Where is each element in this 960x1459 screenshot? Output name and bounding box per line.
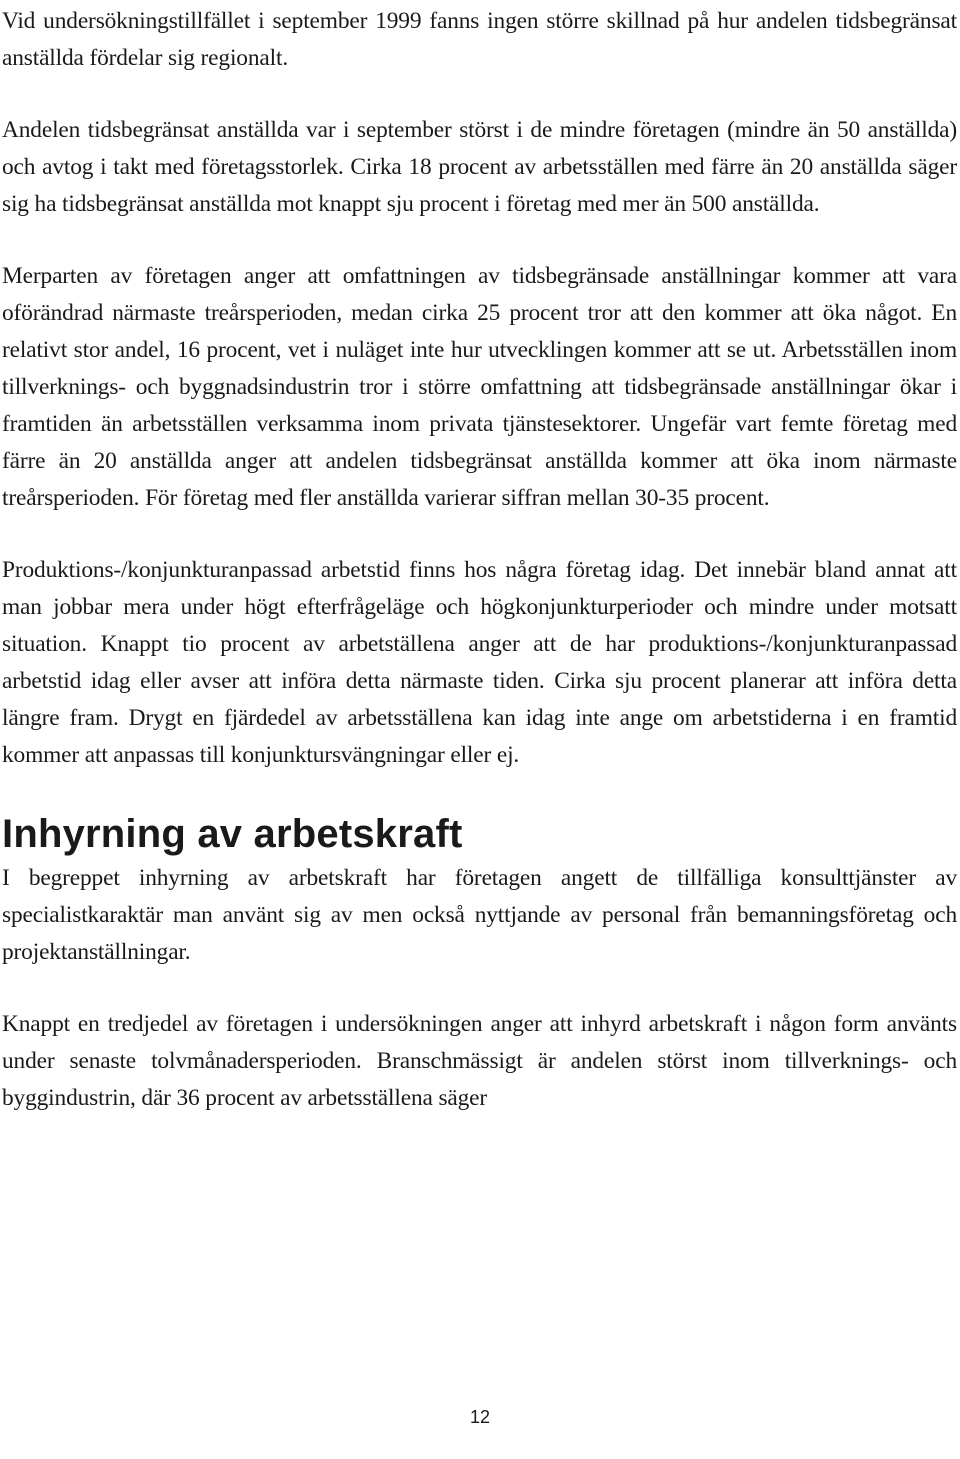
page-number: 12 <box>469 1407 491 1427</box>
section-heading: Inhyrning av arbetskraft <box>2 812 463 856</box>
paragraph-hired-labour-share: Knappt en tredjedel av företagen i undersökningen anger att inhyrd arbetskraft i någon form använts under senaste tolvmånadersperioden. Branschmässigt är andelen störst inom tillverknings- och byggindustrin, där 36 procent av arbetsställena säger <box>2 1011 957 1111</box>
paragraph-hired-labour-definition: I begreppet inhyrning av arbetskraft har företagen angett de tillfälliga konsulttjänster av specialistkaraktär man använt sig av men också nyttjande av personal från bemanningsföretag och projektanställningar. <box>2 865 957 965</box>
paragraph-company-size: Andelen tidsbegränsat anställda var i september störst i de mindre företagen (mindre än 50 anställda) och avtog i takt med företagsstorlek. Cirka 18 procent av arbetsställen med färre än 20 anställda säger sig ha tidsbegränsat anställda mot knappt sju procent i företag med mer än 500 anställda. <box>2 117 957 217</box>
paragraph-regional-distribution: Vid undersökningstillfället i september 1999 fanns ingen större skillnad på hur andelen tidsbegränsat anställda fördelar sig regionalt. <box>2 8 957 71</box>
page-content <box>2 0 957 1152</box>
paragraph-adjusted-working-time: Produktions-/konjunkturanpassad arbetstid finns hos några företag idag. Det innebär bland annat att man jobbar mera under högt efterfrågeläge och högkonjunkturperioder och mindre under motsatt situation. Knappt tio procent av arbetställena anger att de har produktions-/konjunkturanpassad arbetstid idag eller avser att införa detta närmaste tiden. Cirka sju procent planerar att införa detta längre fram. Drygt en fjärdedel av arbetsställena kan idag inte ange om arbetstiderna i en framtid kommer att anpassas till konjunktursvängningar eller ej. <box>2 557 957 768</box>
paragraph-future-outlook: Merparten av företagen anger att omfattningen av tidsbegränsade anställningar kommer att vara oförändrad närmaste treårsperioden, medan cirka 25 procent tror att den kommer att öka något. En relativt stor andel, 16 procent, vet i nuläget inte hur utvecklingen kommer att se ut. Arbetsställen inom tillverknings- och byggnadsindustrin tror i större omfattning att tidsbegränsade anställningar ökar i framtiden än arbetsställen verksamma inom privata tjänstesektorer. Ungefär vart femte företag med färre än 20 anställda anger att andelen tidsbegränsat anställda kommer att öka inom närmaste treårsperioden. För företag med fler anställda varierar siffran mellan 30-35 procent. <box>2 263 957 511</box>
